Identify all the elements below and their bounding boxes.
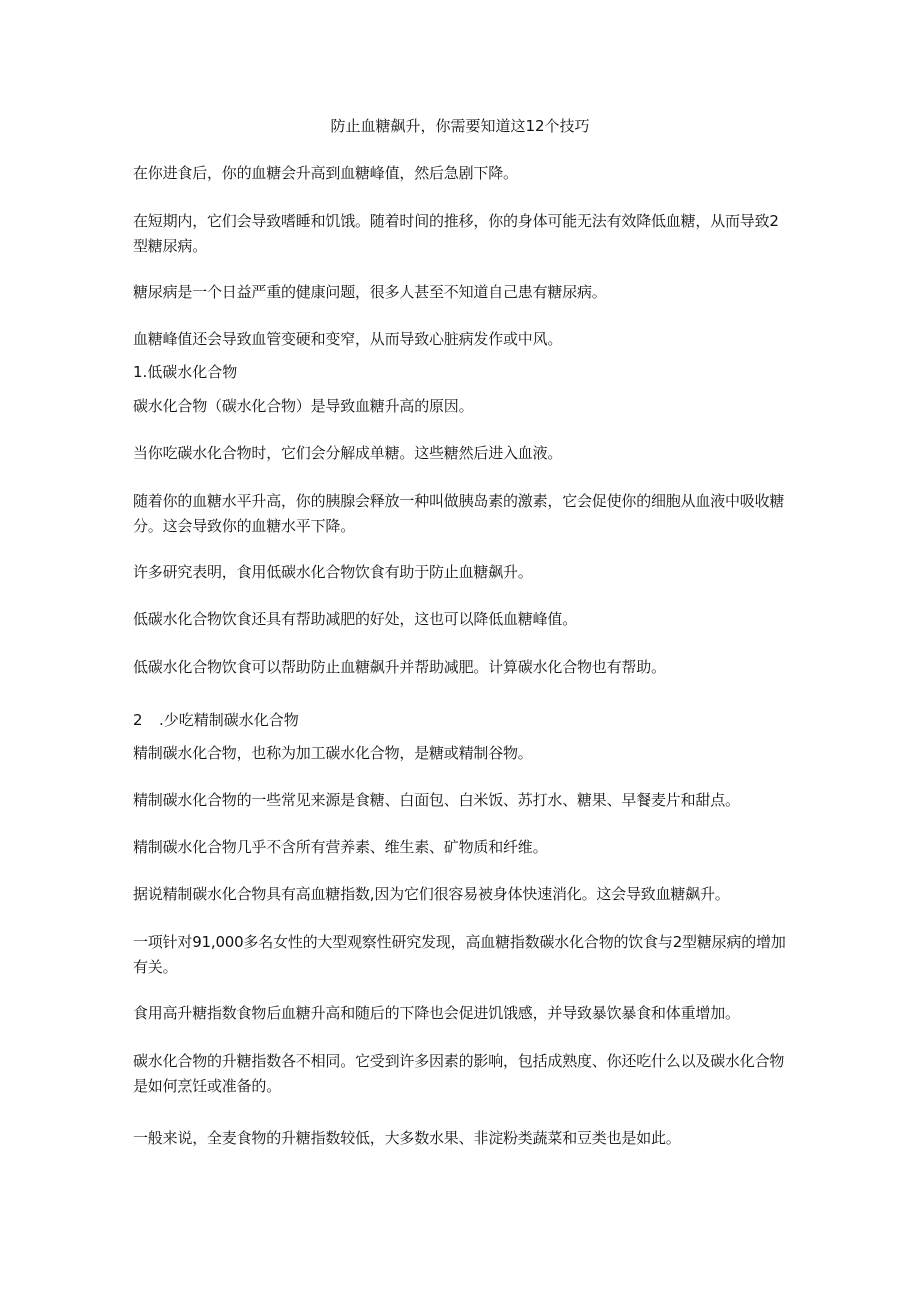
- paragraph: 随着你的血糖水平升高，你的胰腺会释放一种叫做胰岛素的激素，它会促使你的细胞从血液中吸收糖分。这会导致你的血糖水平下降。: [133, 492, 785, 535]
- paragraph: 精制碳水化合物的一些常见来源是食糖、白面包、白米饭、苏打水、糖果、早餐麦片和甜点。: [133, 791, 740, 809]
- section-heading-number: 2: [133, 711, 143, 729]
- paragraph: 一般来说，全麦食物的升糖指数较低，大多数水果、非淀粉类蔬菜和豆类也是如此。: [133, 1129, 681, 1147]
- section-heading-text: .少吃精制碳水化合物: [159, 711, 299, 729]
- paragraph: 血糖峰值还会导致血管变硬和变窄，从而导致心脏病发作或中风。: [133, 330, 563, 348]
- paragraph: 精制碳水化合物几乎不含所有营养素、维生素、矿物质和纤维。: [133, 838, 548, 856]
- paragraph: 低碳水化合物饮食还具有帮助减肥的好处，这也可以降低血糖峰值。: [133, 610, 578, 628]
- paragraph: 低碳水化合物饮食可以帮助防止血糖飙升并帮助减肥。计算碳水化合物也有帮助。: [133, 658, 666, 676]
- paragraph: 据说精制碳水化合物具有高血糖指数,因为它们很容易被身体快速消化。这会导致血糖飙升。: [133, 885, 730, 903]
- paragraph: 当你吃碳水化合物时，它们会分解成单糖。这些糖然后进入血液。: [133, 444, 563, 462]
- paragraph: 在短期内，它们会导致嗜睡和饥饿。随着时间的推移，你的身体可能无法有效降低血糖，从而导致2型糖尿病。: [133, 212, 779, 255]
- paragraph: 糖尿病是一个日益严重的健康问题，很多人甚至不知道自己患有糖尿病。: [133, 283, 607, 301]
- paragraph: 许多研究表明，食用低碳水化合物饮食有助于防止血糖飙升。: [133, 563, 533, 581]
- paragraph: 一项针对91,000多名女性的大型观察性研究发现，高血糖指数碳水化合物的饮食与2型糖尿病的增加有关。: [133, 933, 786, 976]
- paragraph: 精制碳水化合物，也称为加工碳水化合物，是糖或精制谷物。: [133, 744, 533, 762]
- paragraph: 碳水化合物（碳水化合物）是导致血糖升高的原因。: [133, 397, 474, 415]
- section-heading: 1.低碳水化合物: [133, 363, 238, 381]
- section-heading: [133, 710, 299, 730]
- document-title: 防止血糖飙升，你需要知道这12个技巧: [330, 117, 590, 135]
- paragraph: 碳水化合物的升糖指数各不相同。它受到许多因素的影响，包括成熟度、你还吃什么以及碳水化合物是如何烹饪或准备的。: [133, 1052, 785, 1095]
- paragraph: 食用高升糖指数食物后血糖升高和随后的下降也会促进饥饿感，并导致暴饮暴食和体重增加。: [133, 1004, 740, 1022]
- paragraph: 在你进食后，你的血糖会升高到血糖峰值，然后急剧下降。: [133, 164, 518, 182]
